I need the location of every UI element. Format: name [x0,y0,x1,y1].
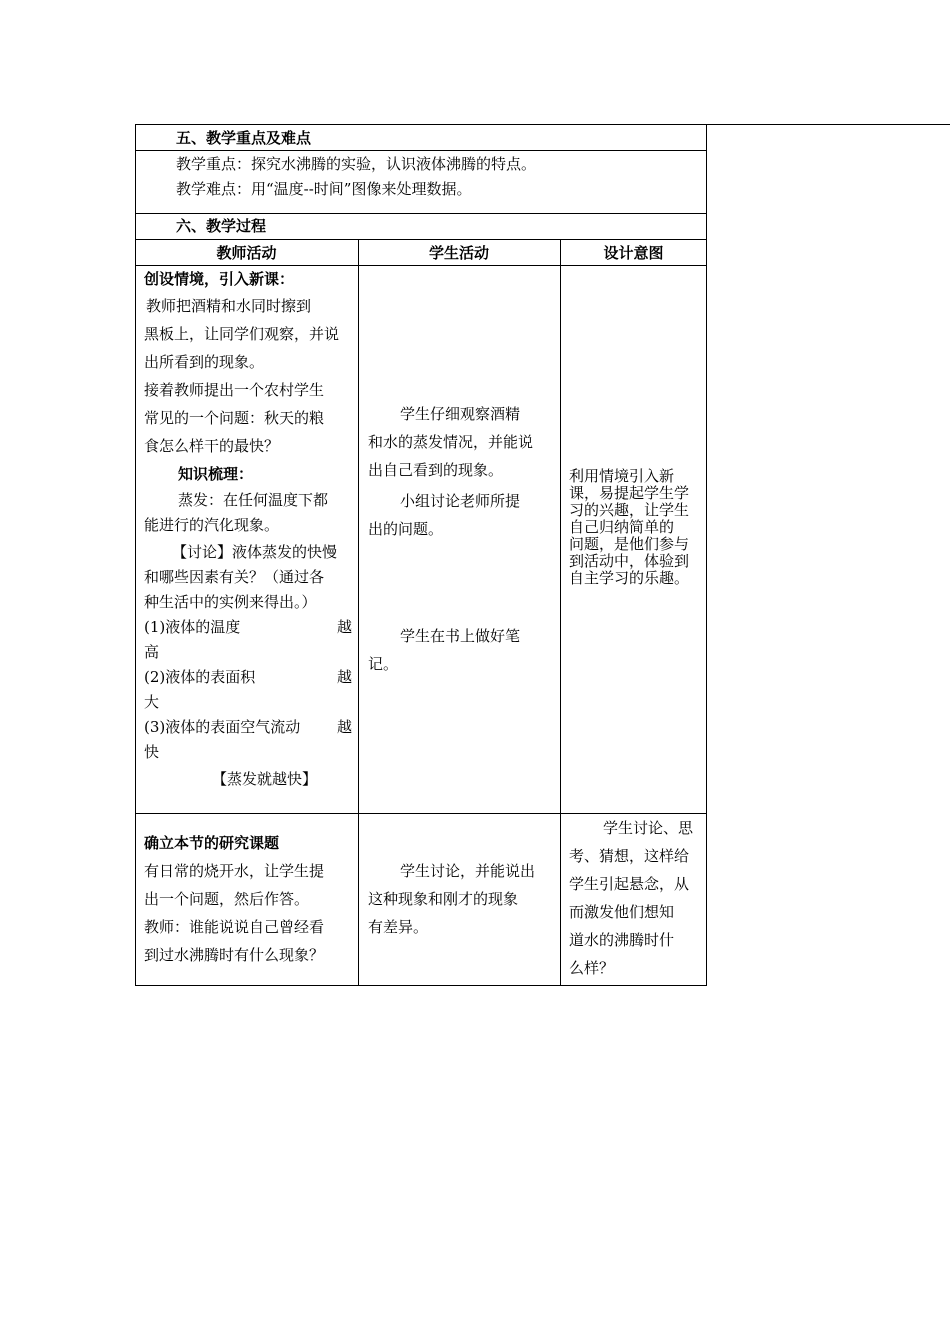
column-divider [560,239,561,986]
header-rule [707,124,950,125]
difficult-point: 教学难点：用“温度--时间”图像来处理数据。 [176,180,472,198]
knowledge-subheading: 知识梳理： [178,465,254,483]
discussion-paragraph: 【讨论】液体蒸发的快慢 和哪些因素有关？（通过各 种生活中的实例来得出。） [144,543,338,611]
conclusion: 【蒸发就越快】 [212,770,318,788]
teacher-paragraph: 接着教师提出一个农村学生 常见的一个问题：秋天的粮 食怎么样干的最快？ [144,381,325,455]
research-topic-heading: 确立本节的研究课题 [144,834,280,852]
column-divider [358,239,359,986]
factor-item: (2)液体的表面积 越 大 [144,668,352,711]
row2-teacher-cell: 确立本节的研究课题 有日常的烧开水，让学生提 出一个问题，然后作答。 教师：谁能说说自己曾经看 到过水沸腾时有什么现象？ [144,829,354,969]
row1-student-notes: 学生在书上做好笔 记。 [368,627,521,673]
row2-design-intent: 学生讨论、思 考、猜想，这样给 学生引起悬念，从 而激发他们想知 道水的沸腾时什 么样？ [569,819,694,977]
row-divider [135,239,707,240]
header-student-activity: 学生活动 [428,244,489,262]
section6-title: 六、教学过程 [176,217,267,235]
teacher-heading: 创设情境，引入新课： [144,270,295,288]
row1-student-cell: 学生仔细观察酒精 和水的蒸发情况，并能说 出自己看到的现象。 小组讨论老师所提 出的问题。 [368,405,534,538]
header-teacher-activity: 教师活动 [216,244,277,262]
teacher-paragraph: 教师把酒精和水同时擦到 黑板上，让同学们观察，并说 出所看到的现象。 [144,297,340,371]
row-divider [135,150,707,151]
factor-item: (1)液体的温度 越 高 [144,618,352,661]
section5-title: 五、教学重点及难点 [176,129,312,147]
factor-item: (3)液体的表面空气流动 越 快 [144,718,352,761]
evaporation-definition: 蒸发：在任何温度下都 能进行的汽化现象。 [144,491,329,534]
header-design-intent: 设计意图 [603,244,664,262]
key-point: 教学重点：探究水沸腾的实验，认识液体沸腾的特点。 [176,155,537,173]
row2-student-cell: 学生讨论，并能说出 这种现象和刚才的现象 有差异。 [368,862,536,936]
row1-design-intent: 利用情境引入新 课，易提起学生学 习的兴趣，让学生 自己归纳简单的 问题，是他们参与 到活动中，体验到 自主学习的乐趣。 [569,467,690,587]
row1-teacher-cell [144,266,352,793]
